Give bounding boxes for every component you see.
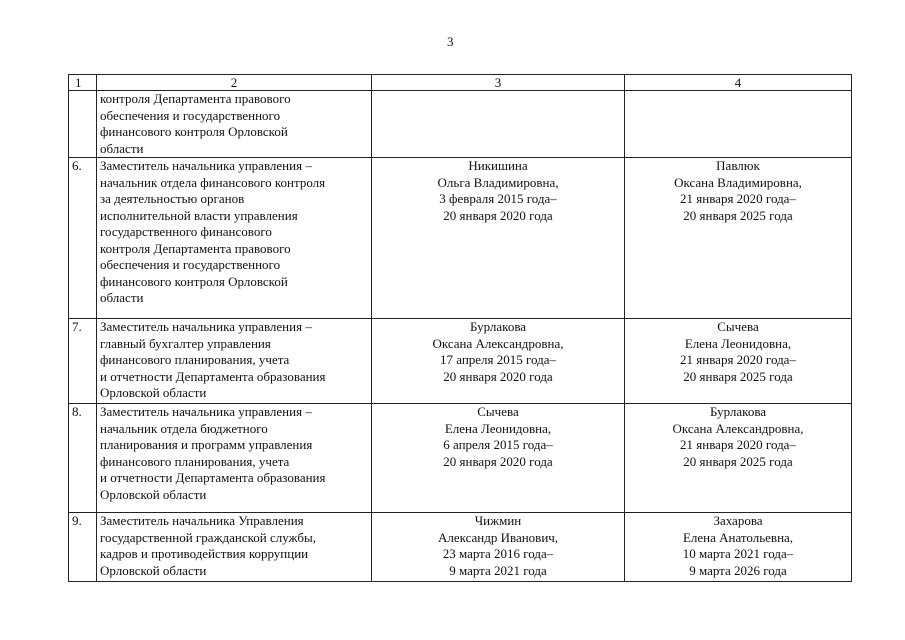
position-cell	[97, 158, 372, 319]
position-line: Заместитель начальника управления –	[100, 319, 312, 334]
table-header-row	[69, 75, 852, 91]
holder-surname: Захарова	[713, 513, 763, 528]
term-end: 20 января 2020 года	[443, 453, 553, 469]
holder-surname: Чижмин	[474, 513, 522, 528]
position-line: области	[100, 290, 144, 305]
current-holder-cell	[625, 513, 852, 582]
position-line: Заместитель начальника управления –	[100, 404, 312, 419]
position-line: главный бухгалтер управления	[100, 335, 271, 351]
term-end: 9 марта 2026 года	[689, 562, 787, 578]
term-start: 21 января 2020 года–	[680, 191, 796, 206]
previous-holder-cell	[372, 158, 625, 319]
position-line: обеспечения и государственного	[100, 257, 281, 272]
table-row	[69, 404, 852, 513]
table-row	[69, 513, 852, 582]
position-line: кадров и противодействия коррупции	[100, 546, 309, 561]
term-end: 20 января 2020 года	[443, 207, 553, 223]
term-start: 3 февраля 2015 года–	[439, 191, 557, 206]
position-line: Заместитель начальника Управления	[100, 513, 304, 528]
position-line: области	[100, 140, 144, 156]
term-end: 20 января 2025 года	[683, 368, 793, 384]
appointments-table	[68, 74, 852, 582]
holder-surname: Павлюк	[716, 158, 760, 173]
position-line: финансового планирования, учета	[100, 453, 290, 469]
current-holder-cell	[625, 91, 852, 158]
position-line: государственной гражданской службы,	[100, 529, 316, 545]
holder-name: Оксана Александровна,	[672, 420, 804, 436]
position-cell	[97, 404, 372, 513]
position-line: финансового планирования, учета	[100, 352, 290, 367]
column-header: 2	[97, 75, 372, 91]
term-start: 17 апреля 2015 года–	[439, 352, 557, 367]
position-line: начальник отдела финансового контроля	[100, 174, 326, 190]
table-row	[69, 91, 852, 158]
term-start: 23 марта 2016 года–	[442, 546, 554, 561]
position-line: исполнительной власти управления	[100, 207, 298, 223]
holder-name: Елена Леонидовна,	[444, 420, 552, 436]
position-line: и отчетности Департамента образования	[100, 368, 326, 384]
holder-surname: Бурлакова	[709, 404, 767, 419]
holder-surname: Бурлакова	[469, 319, 527, 334]
holder-surname: Сычева	[717, 319, 759, 334]
previous-holder-cell	[372, 513, 625, 582]
row-number: 9.	[69, 513, 97, 582]
position-line: за деятельностью органов	[100, 191, 245, 206]
position-line: обеспечения и государственного	[100, 107, 281, 123]
term-end: 20 января 2025 года	[683, 207, 793, 223]
column-header: 3	[372, 75, 625, 91]
holder-name: Оксана Александровна,	[432, 335, 564, 351]
holder-name: Александр Иванович,	[437, 529, 559, 545]
holder-name: Елена Леонидовна,	[684, 335, 792, 351]
row-number: 6.	[69, 158, 97, 319]
page-number: 3	[447, 34, 454, 49]
term-end: 20 января 2025 года	[683, 453, 793, 469]
term-start: 21 января 2020 года–	[680, 352, 796, 367]
position-line: Орловской области	[100, 486, 207, 502]
row-number: 8.	[69, 404, 97, 513]
table-row	[69, 158, 852, 319]
previous-holder-cell	[372, 319, 625, 404]
holder-name: Елена Анатольевна,	[682, 529, 794, 545]
position-line: финансового контроля Орловской	[100, 273, 288, 289]
position-cell	[97, 91, 372, 158]
position-line: Орловской области	[100, 385, 207, 400]
previous-holder-cell	[372, 91, 625, 158]
column-header: 4	[625, 75, 852, 91]
position-line: контроля Департамента правового	[100, 91, 291, 106]
holder-surname: Сычева	[477, 404, 519, 419]
position-cell	[97, 513, 372, 582]
holder-surname: Никишина	[468, 158, 528, 173]
term-end: 9 марта 2021 года	[449, 562, 547, 578]
position-line: Заместитель начальника управления –	[100, 158, 312, 173]
holder-name: Оксана Владимировна,	[674, 174, 802, 190]
position-line: финансового контроля Орловской	[100, 124, 288, 139]
position-cell	[97, 319, 372, 404]
position-line: начальник отдела бюджетного	[100, 420, 268, 436]
term-start: 10 марта 2021 года–	[682, 546, 794, 561]
position-line: планирования и программ управления	[100, 437, 313, 452]
term-end: 20 января 2020 года	[443, 368, 553, 384]
current-holder-cell	[625, 319, 852, 404]
holder-name: Ольга Владимировна,	[437, 174, 559, 190]
current-holder-cell	[625, 404, 852, 513]
position-line: и отчетности Департамента образования	[100, 470, 326, 485]
position-line: контроля Департамента правового	[100, 240, 291, 256]
row-number	[69, 91, 97, 158]
term-start: 21 января 2020 года–	[680, 437, 796, 452]
column-header: 1	[69, 75, 97, 91]
table-row	[69, 319, 852, 404]
position-line: государственного финансового	[100, 224, 272, 239]
row-number: 7.	[69, 319, 97, 404]
position-line: Орловской области	[100, 562, 207, 578]
previous-holder-cell	[372, 404, 625, 513]
current-holder-cell	[625, 158, 852, 319]
term-start: 6 апреля 2015 года–	[443, 437, 553, 452]
